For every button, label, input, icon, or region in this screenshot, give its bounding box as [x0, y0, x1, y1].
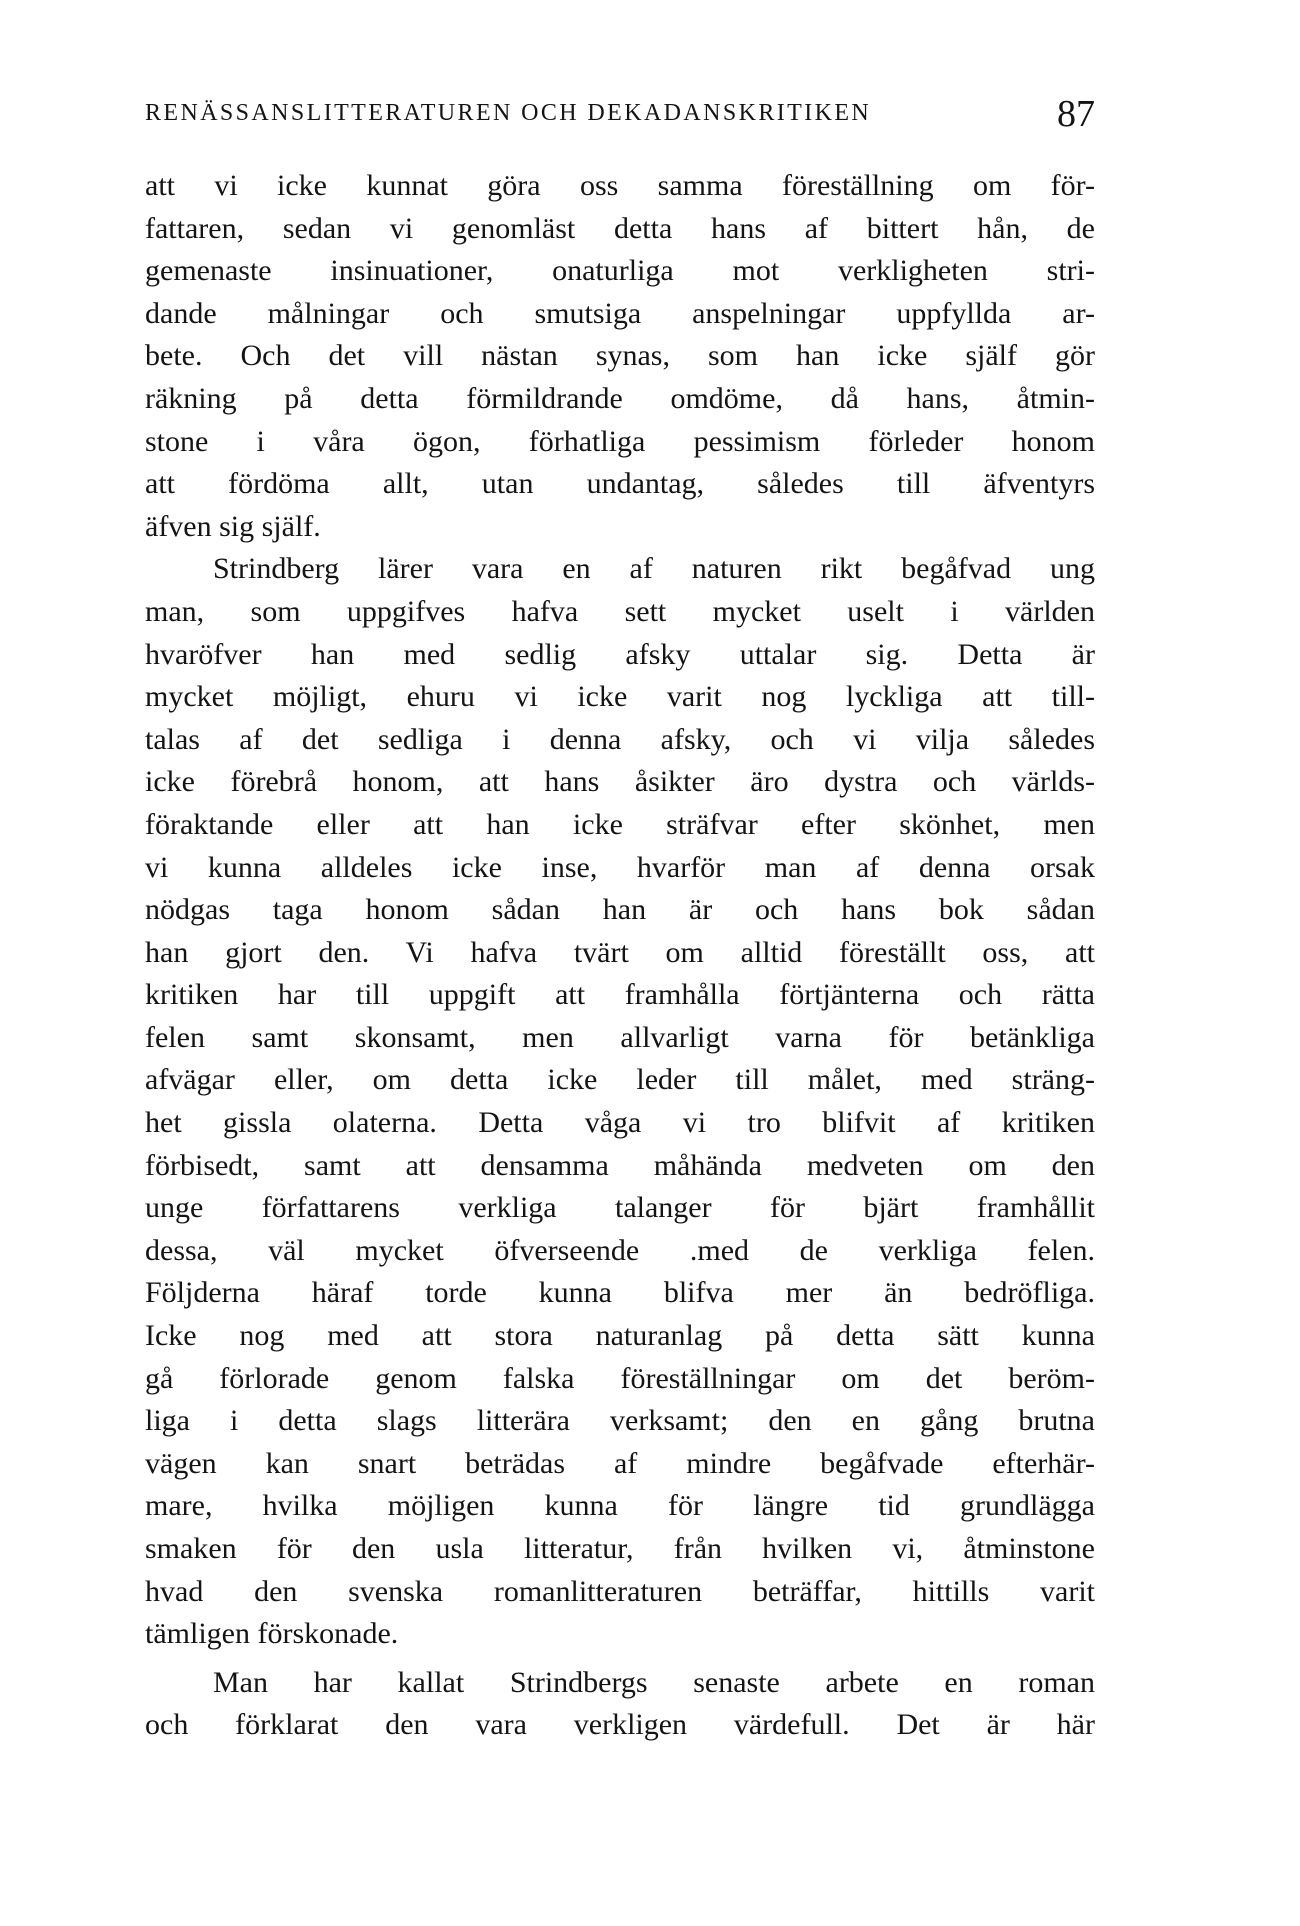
text-line: och förklarat den vara verkligen värdefull. Det är här — [145, 1708, 1095, 1742]
paragraph-end-line: tämligen förskonade. — [145, 1617, 399, 1651]
text-line: fattaren, sedan vi genomläst detta hans af bittert hån, de — [145, 211, 1095, 245]
text-line: förbisedt, samt att densamma måhända medveten om den — [145, 1148, 1095, 1182]
text-line: föraktande eller att han icke sträfvar efter skönhet, men — [145, 807, 1095, 841]
running-head — [145, 93, 1095, 140]
text-line: mare, hvilka möjligen kunna för längre tid grundlägga — [145, 1489, 1095, 1523]
text-line: mycket möjligt, ehuru vi icke varit nog lyckliga att till- — [145, 680, 1095, 714]
paragraph-end-line: äfven sig själf. — [145, 509, 321, 543]
paragraph-start-line: Strindberg lärer vara en af naturen rikt begåfvad ung — [213, 552, 1095, 586]
text-line: att vi icke kunnat göra oss samma föreställning om för- — [145, 169, 1095, 202]
text-line: talas af det sedliga i denna afsky, och vi vilja således — [145, 722, 1095, 756]
text-line: dessa, väl mycket öfverseende .med de verkliga felen. — [145, 1233, 1095, 1267]
text-line: het gissla olaterna. Detta våga vi tro blifvit af kritiken — [145, 1106, 1095, 1140]
text-line: vi kunna alldeles icke inse, hvarför man af denna orsak — [145, 850, 1095, 884]
body-text — [145, 165, 1095, 1747]
text-line: icke förebrå honom, att hans åsikter äro dystra och världs- — [145, 765, 1095, 799]
text-line: bete. Och det vill nästan synas, som han icke själf gör — [145, 339, 1095, 373]
text-line: han gjort den. Vi hafva tvärt om alltid föreställt oss, att — [145, 935, 1095, 969]
text-line: stone i våra ögon, förhatliga pessimism förleder honom — [145, 424, 1095, 458]
text-line: liga i detta slags litterära verksamt; den en gång brutna — [145, 1404, 1095, 1438]
text-line: Följderna häraf torde kunna blifva mer än bedröfliga. — [145, 1276, 1095, 1310]
text-line: nödgas taga honom sådan han är och hans bok sådan — [145, 893, 1095, 927]
text-line: vägen kan snart beträdas af mindre begåfvade efterhär- — [145, 1446, 1095, 1480]
text-line: Icke nog med att stora naturanlag på detta sätt kunna — [145, 1319, 1095, 1353]
text-line: dande målningar och smutsiga anspelningar uppfyllda ar- — [145, 296, 1095, 330]
page-number: 87 — [1057, 93, 1095, 135]
text-line: hvaröfver han med sedlig afsky uttalar sig. Detta är — [145, 637, 1095, 671]
text-line: att fördöma allt, utan undantag, således till äfventyrs — [145, 467, 1095, 501]
text-line: hvad den svenska romanlitteraturen beträffar, hittills varit — [145, 1574, 1095, 1608]
text-line: gå förlorade genom falska föreställningar om det beröm- — [145, 1361, 1095, 1395]
text-line: gemenaste insinuationer, onaturliga mot verkligheten stri- — [145, 254, 1095, 288]
text-line: smaken för den usla litteratur, från hvilken vi, åtminstone — [145, 1532, 1095, 1565]
paragraph-start-line: Man har kallat Strindbergs senaste arbete en roman — [213, 1665, 1095, 1699]
text-line: afvägar eller, om detta icke leder till målet, med sträng- — [145, 1063, 1095, 1097]
text-line: räkning på detta förmildrande omdöme, då hans, åtmin- — [145, 381, 1095, 415]
text-line: unge författarens verkliga talanger för bjärt framhållit — [145, 1191, 1095, 1225]
text-line: kritiken har till uppgift att framhålla förtjänterna och rätta — [145, 978, 1095, 1012]
text-line: man, som uppgifves hafva sett mycket uselt i världen — [145, 594, 1095, 628]
running-title: RENÄSSANSLITTERATUREN OCH DEKADANSKRITIKEN — [145, 100, 872, 126]
text-line: felen samt skonsamt, men allvarligt varna för betänkliga — [145, 1020, 1095, 1054]
